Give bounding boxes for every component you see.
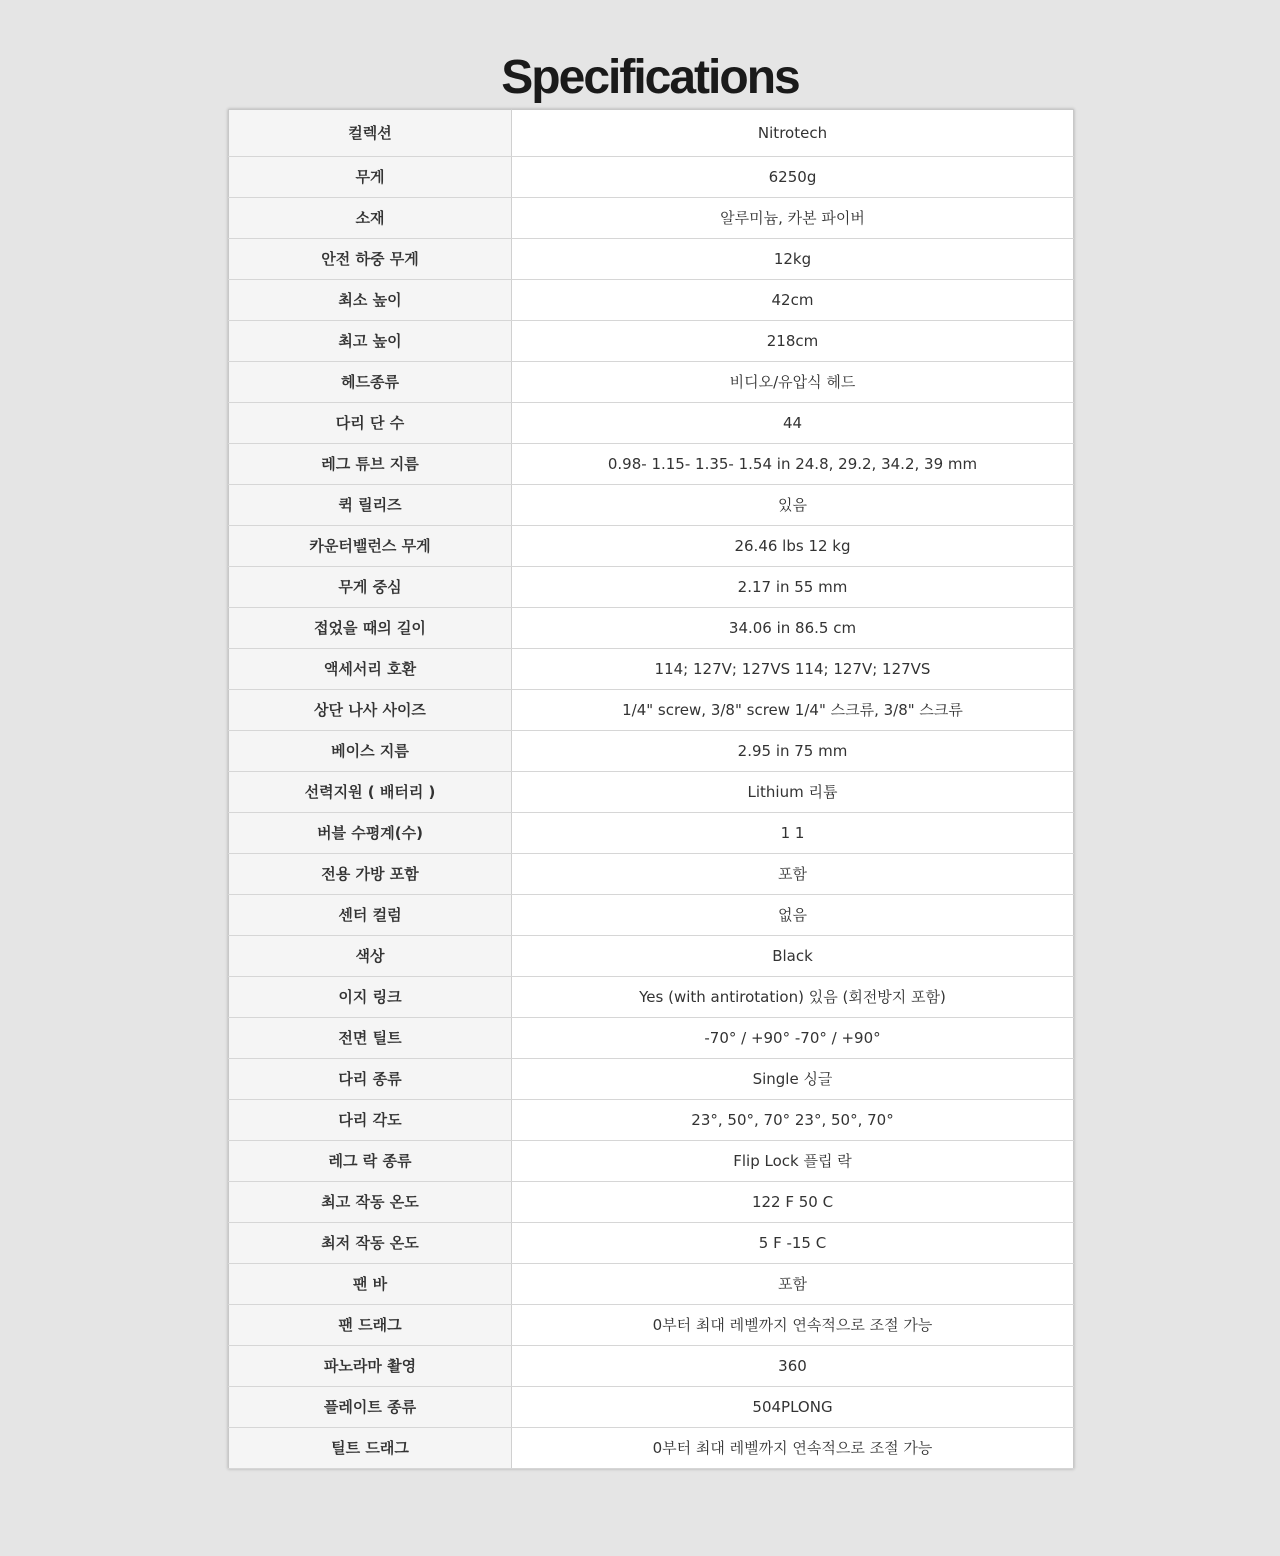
spec-row (229, 608, 1074, 649)
spec-row (229, 1428, 1074, 1469)
spec-label: 센터 컬럼 (229, 895, 512, 936)
spec-row (229, 1387, 1074, 1428)
spec-value: 있음 (512, 485, 1074, 526)
spec-row (229, 690, 1074, 731)
spec-label: 카운터밸런스 무게 (229, 526, 512, 567)
spec-value: 6250g (512, 157, 1074, 198)
spec-row (229, 198, 1074, 239)
spec-value: 포함 (512, 1264, 1074, 1305)
spec-value: 비디오/유압식 헤드 (512, 362, 1074, 403)
spec-label: 무게 (229, 157, 512, 198)
spec-row (229, 731, 1074, 772)
spec-value: 1/4" screw, 3/8" screw 1/4" 스크류, 3/8" 스크류 (512, 690, 1074, 731)
spec-value: 0부터 최대 레벨까지 연속적으로 조절 가능 (512, 1305, 1074, 1346)
spec-value: 26.46 lbs 12 kg (512, 526, 1074, 567)
spec-row (229, 1223, 1074, 1264)
spec-row (229, 813, 1074, 854)
spec-label: 최소 높이 (229, 280, 512, 321)
spec-value: 122 F 50 C (512, 1182, 1074, 1223)
spec-label: 틸트 드래그 (229, 1428, 512, 1469)
spec-label: 베이스 지름 (229, 731, 512, 772)
spec-value: 504PLONG (512, 1387, 1074, 1428)
specifications-table-body (229, 110, 1074, 1469)
spec-label: 안전 하중 무게 (229, 239, 512, 280)
spec-value: 2.17 in 55 mm (512, 567, 1074, 608)
spec-row (229, 567, 1074, 608)
spec-value: 218cm (512, 321, 1074, 362)
spec-value: Nitrotech (512, 110, 1074, 157)
spec-value: 알루미늄, 카본 파이버 (512, 198, 1074, 239)
specifications-table (228, 109, 1074, 1469)
spec-value: 23°, 50°, 70° 23°, 50°, 70° (512, 1100, 1074, 1141)
spec-label: 최고 작동 온도 (229, 1182, 512, 1223)
spec-row (229, 854, 1074, 895)
spec-row (229, 157, 1074, 198)
spec-row (229, 239, 1074, 280)
spec-value: 34.06 in 86.5 cm (512, 608, 1074, 649)
spec-row (229, 485, 1074, 526)
spec-label: 레그 튜브 지름 (229, 444, 512, 485)
spec-label: 플레이트 종류 (229, 1387, 512, 1428)
spec-value: 0부터 최대 레벨까지 연속적으로 조절 가능 (512, 1428, 1074, 1469)
spec-label: 팬 바 (229, 1264, 512, 1305)
spec-value: 포함 (512, 854, 1074, 895)
spec-row (229, 1059, 1074, 1100)
spec-row (229, 526, 1074, 567)
spec-value: 42cm (512, 280, 1074, 321)
spec-row (229, 110, 1074, 157)
spec-row (229, 280, 1074, 321)
spec-value: 44 (512, 403, 1074, 444)
spec-label: 버블 수평계(수) (229, 813, 512, 854)
spec-row (229, 895, 1074, 936)
spec-row (229, 1141, 1074, 1182)
spec-label: 다리 단 수 (229, 403, 512, 444)
spec-row (229, 977, 1074, 1018)
spec-row (229, 772, 1074, 813)
spec-label: 다리 각도 (229, 1100, 512, 1141)
spec-row (229, 936, 1074, 977)
spec-row (229, 362, 1074, 403)
spec-row (229, 444, 1074, 485)
spec-value: 2.95 in 75 mm (512, 731, 1074, 772)
spec-value: -70° / +90° -70° / +90° (512, 1018, 1074, 1059)
spec-row (229, 1100, 1074, 1141)
spec-label: 파노라마 촬영 (229, 1346, 512, 1387)
spec-label: 액세서리 호환 (229, 649, 512, 690)
page-title: Specifications (501, 51, 799, 104)
spec-label: 무게 중심 (229, 567, 512, 608)
spec-value: Lithium 리튬 (512, 772, 1074, 813)
spec-row (229, 1264, 1074, 1305)
spec-value: 5 F -15 C (512, 1223, 1074, 1264)
spec-label: 선력지원 ( 배터리 ) (229, 772, 512, 813)
spec-value: 12kg (512, 239, 1074, 280)
spec-label: 팬 드래그 (229, 1305, 512, 1346)
spec-value: 114; 127V; 127VS 114; 127V; 127VS (512, 649, 1074, 690)
spec-label: 색상 (229, 936, 512, 977)
spec-label: 다리 종류 (229, 1059, 512, 1100)
spec-value: 360 (512, 1346, 1074, 1387)
spec-label: 전면 틸트 (229, 1018, 512, 1059)
spec-row (229, 1018, 1074, 1059)
spec-label: 소재 (229, 198, 512, 239)
spec-row (229, 649, 1074, 690)
spec-label: 최저 작동 온도 (229, 1223, 512, 1264)
spec-label: 헤드종류 (229, 362, 512, 403)
spec-value: Yes (with antirotation) 있음 (회전방지 포함) (512, 977, 1074, 1018)
spec-value: 없음 (512, 895, 1074, 936)
spec-label: 이지 링크 (229, 977, 512, 1018)
spec-label: 상단 나사 사이즈 (229, 690, 512, 731)
spec-label: 접었을 때의 길이 (229, 608, 512, 649)
spec-label: 컬렉션 (229, 110, 512, 157)
spec-label: 최고 높이 (229, 321, 512, 362)
spec-row (229, 1346, 1074, 1387)
spec-label: 전용 가방 포함 (229, 854, 512, 895)
spec-value: Flip Lock 플립 락 (512, 1141, 1074, 1182)
spec-row (229, 1182, 1074, 1223)
spec-label: 레그 락 종류 (229, 1141, 512, 1182)
spec-label: 퀵 릴리즈 (229, 485, 512, 526)
spec-value: 1 1 (512, 813, 1074, 854)
spec-value: Black (512, 936, 1074, 977)
spec-value: Single 싱글 (512, 1059, 1074, 1100)
spec-row (229, 403, 1074, 444)
spec-row (229, 321, 1074, 362)
spec-value: 0.98- 1.15- 1.35- 1.54 in 24.8, 29.2, 34.2, 39 mm (512, 444, 1074, 485)
spec-row (229, 1305, 1074, 1346)
